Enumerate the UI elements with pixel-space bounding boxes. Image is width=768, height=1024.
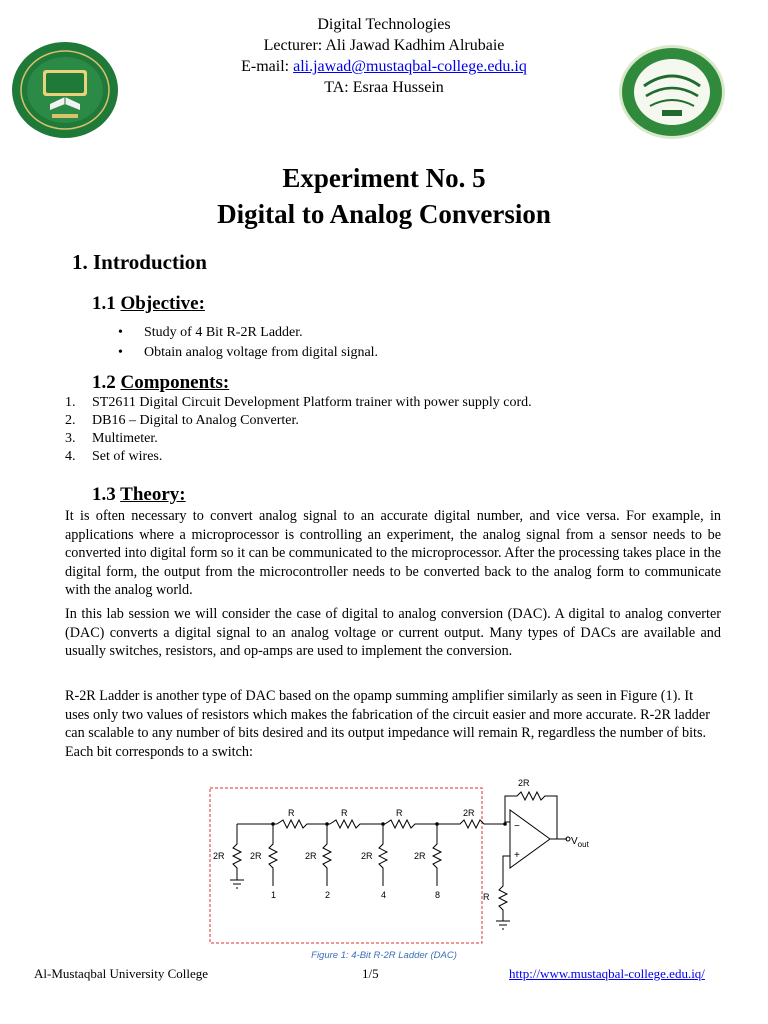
label-2r-feedback: 2R [518, 778, 530, 788]
label-2r: 2R [463, 808, 475, 818]
email-link[interactable]: ali.jawad@mustaqbal-college.edu.iq [293, 58, 527, 75]
label-bit-8: 8 [435, 890, 441, 900]
lecturer-name: Lecturer: Ali Jawad Kadhim Alrubaie [263, 37, 505, 54]
list-item: 3. Multimeter. [65, 431, 158, 446]
label-2r: 2R [250, 851, 262, 861]
theory-paragraph-2: In this lab session we will consider the case of digital to analog conversion (DAC). A digital to analog converter (DAC) converts a digital signal to an analog voltage or current output. Many types of DACs are available and usually switches, resistors, and op-amps are used to implement the conversion. [65, 606, 721, 659]
subsection-heading-theory: 1.3 Theory: [92, 484, 186, 505]
label-r: R [341, 808, 348, 818]
email-label: E-mail: [241, 58, 294, 75]
experiment-number: Experiment No. 5 [282, 163, 486, 193]
label-bit-2: 2 [325, 890, 331, 900]
theory-paragraph-3: R-2R Ladder is another type of DAC based on the opamp summing amplifier similarly as seen in Figure (1). It uses only two values of resistors which makes the fabrication of the circuit easier and more accurate. R-2R ladder can scalable to any number of bits desired and its output impedance will remain R, regardless the number of bits. Each bit corresponds to a switch: [65, 688, 710, 760]
subsection-heading-components: 1.2 Components: [92, 372, 230, 393]
theory-paragraph-1: It is often necessary to convert analog signal to an accurate digital number, and vice versa. For example, in applications where a microprocessor is controlling an experiment, the analog signal from a sensor needs to be converted into digital form so it can be communicated to the microprocessor. After the processing takes place in the digital form, the output from the microcontroller needs to be converted back to the analog form to communicate with the analog world. [65, 508, 721, 598]
email-line [150, 56, 618, 77]
label-bit-4: 4 [381, 890, 387, 900]
college-logo-left [10, 40, 120, 140]
footer-url [509, 966, 705, 982]
college-logo-right [618, 44, 726, 140]
components-list [65, 394, 532, 466]
label-2r: 2R [305, 851, 317, 861]
objective-list [118, 323, 378, 363]
label-r: R [396, 808, 403, 818]
section-heading-introduction: 1. Introduction [72, 250, 207, 274]
experiment-topic: Digital to Analog Conversion [217, 199, 551, 229]
r2r-ladder-figure [205, 776, 625, 946]
label-2r: 2R [414, 851, 426, 861]
svg-text:−: − [514, 821, 520, 832]
label-vout: $V_{out}$ [571, 836, 589, 849]
figure-caption: Figure 1: 4-Bit R-2R Ladder (DAC) [311, 950, 457, 961]
document-header [150, 14, 618, 98]
list-item: • Obtain analog voltage from digital signal. [118, 343, 378, 363]
label-bit-1: 1 [271, 890, 277, 900]
footer-college: Al-Mustaqbal University College [34, 966, 209, 981]
ta-name: TA: Esraa Hussein [324, 79, 444, 96]
subsection-heading-objective: 1.1 Objective: [92, 293, 205, 314]
list-item: 4. Set of wires. [65, 449, 163, 464]
list-item: 2. DB16 – Digital to Analog Converter. [65, 413, 299, 428]
svg-text:+: + [514, 850, 520, 861]
footer-page-number: 1/5 [362, 966, 379, 981]
label-r-ground: R [483, 892, 490, 902]
label-2r: 2R [361, 851, 373, 861]
list-item: 1. ST2611 Digital Circuit Development Platform trainer with power supply cord. [65, 395, 532, 410]
label-r: R [288, 808, 295, 818]
footer-url-link[interactable]: http://www.mustaqbal-college.edu.iq/ [509, 966, 705, 981]
list-item: • Study of 4 Bit R-2R Ladder. [118, 323, 378, 343]
course-name: Digital Technologies [317, 16, 451, 33]
experiment-title [0, 160, 768, 232]
label-2r: 2R [213, 851, 225, 861]
